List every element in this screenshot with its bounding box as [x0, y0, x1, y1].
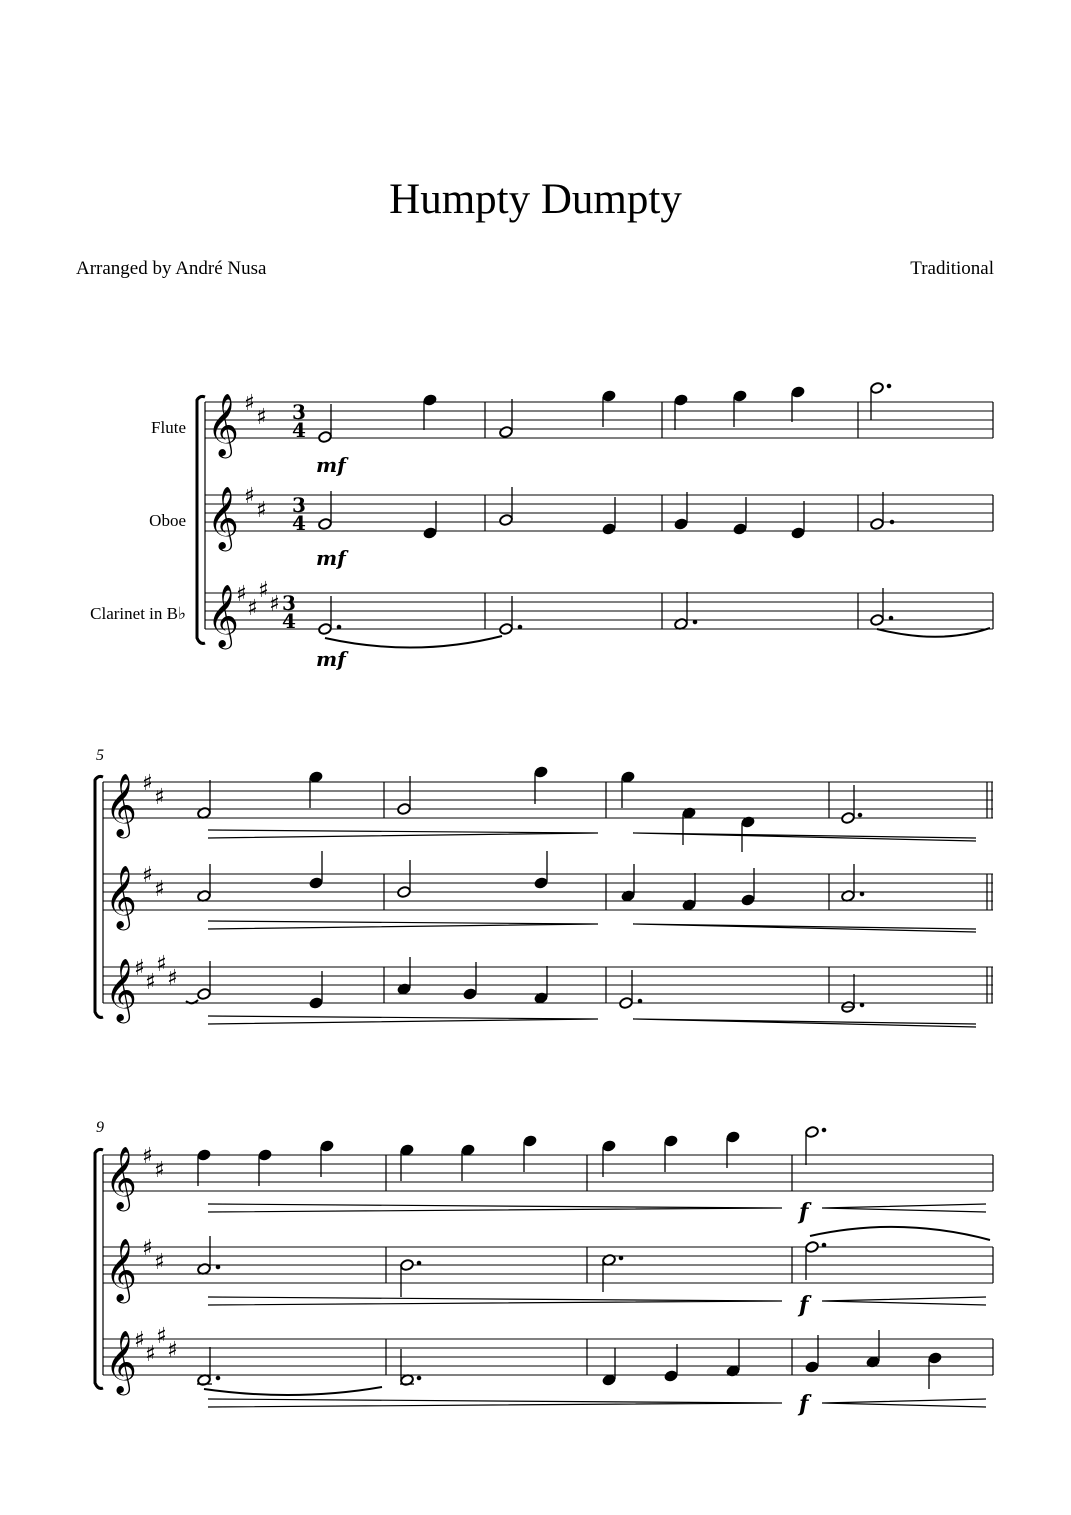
- svg-text:♯: ♯: [134, 956, 145, 981]
- svg-text:♯: ♯: [145, 1342, 156, 1367]
- hairpins-system-2: [208, 830, 976, 1027]
- measure-number: 9: [96, 1119, 104, 1136]
- svg-text:♯: ♯: [244, 484, 255, 509]
- treble-clef-icon: 𝄞: [207, 486, 239, 549]
- svg-text:♯: ♯: [134, 1328, 145, 1353]
- svg-text:3: 3: [292, 493, 306, 517]
- time-signature: [282, 400, 306, 633]
- svg-text:♯: ♯: [145, 970, 156, 995]
- svg-text:♯: ♯: [154, 877, 165, 902]
- hairpins-system-3: [208, 1204, 986, 1407]
- svg-text:♯: ♯: [256, 405, 267, 430]
- system-bracket: [197, 396, 205, 643]
- notes-clarinet-system-1: [318, 588, 990, 648]
- dynamic-marking: f: [799, 1199, 809, 1225]
- treble-clef-icon: 𝄞: [105, 958, 137, 1021]
- dynamics-system-1: [316, 453, 349, 671]
- dynamic-marking: mf: [316, 647, 346, 671]
- dynamic-marking: f: [799, 1391, 809, 1417]
- svg-text:♯: ♯: [154, 785, 165, 810]
- instrument-name-oboe: Oboe: [149, 511, 186, 530]
- treble-clef-icon: 𝄞: [105, 1146, 137, 1209]
- svg-text:♯: ♯: [269, 592, 280, 617]
- svg-text:♯: ♯: [167, 1338, 178, 1363]
- treble-clef-icon: 𝄞: [105, 1238, 137, 1301]
- dynamics-system-3: [797, 1199, 812, 1417]
- svg-text:♯: ♯: [236, 582, 247, 607]
- dynamic-marking: f: [799, 1292, 809, 1318]
- arranger-credit: Arranged by André Nusa: [76, 258, 267, 279]
- svg-text:♯: ♯: [258, 578, 269, 603]
- tie: [325, 636, 502, 648]
- svg-text:♯: ♯: [142, 863, 153, 888]
- system-3: [95, 1119, 993, 1417]
- svg-text:♯: ♯: [154, 1158, 165, 1183]
- svg-text:♯: ♯: [156, 1324, 167, 1349]
- dynamic-marking: mf: [316, 453, 346, 477]
- svg-text:♯: ♯: [142, 1236, 153, 1261]
- score-title: Humpty Dumpty: [389, 176, 682, 223]
- svg-text:♯: ♯: [256, 498, 267, 523]
- svg-text:3: 3: [282, 591, 296, 615]
- svg-text:♯: ♯: [156, 952, 167, 977]
- measure-number: 5: [96, 747, 104, 764]
- svg-text:4: 4: [282, 609, 296, 633]
- svg-text:♯: ♯: [142, 771, 153, 796]
- system-1: [90, 382, 993, 671]
- svg-text:♯: ♯: [154, 1250, 165, 1275]
- svg-text:4: 4: [292, 511, 306, 535]
- notes-system-3: [197, 1126, 990, 1395]
- treble-clef-icon: 𝄞: [207, 393, 239, 456]
- system-bracket: [95, 1149, 103, 1388]
- svg-text:♯: ♯: [167, 966, 178, 991]
- key-signature-sharp-icon: [236, 391, 280, 621]
- svg-text:4: 4: [292, 418, 306, 442]
- treble-clef-icon: 𝄞: [105, 865, 137, 928]
- instrument-name-clarinet: Clarinet in B♭: [90, 604, 186, 623]
- treble-clef-icon: 𝄞: [207, 584, 239, 647]
- svg-text:♯: ♯: [142, 1144, 153, 1169]
- composer-credit: Traditional: [910, 258, 994, 279]
- system-bracket: [95, 776, 103, 1017]
- barlines: [485, 402, 993, 629]
- instrument-name-flute: Flute: [151, 418, 186, 437]
- treble-clef-icon: 𝄞: [105, 1330, 137, 1393]
- svg-text:3: 3: [292, 400, 306, 424]
- dynamic-marking: mf: [316, 546, 346, 570]
- svg-text:♯: ♯: [247, 596, 258, 621]
- notes-flute-system-1: [318, 382, 891, 444]
- svg-text:♯: ♯: [244, 391, 255, 416]
- treble-clef-icon: 𝄞: [105, 773, 137, 836]
- system-2: [95, 747, 993, 1027]
